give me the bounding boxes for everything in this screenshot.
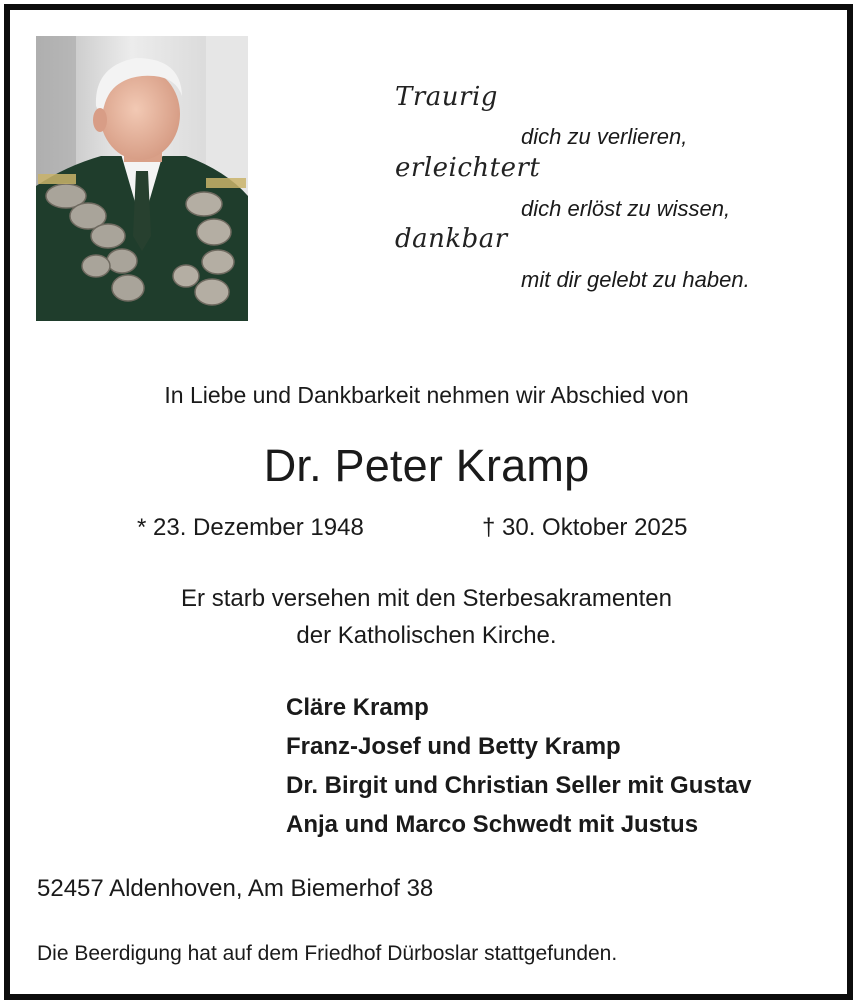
poem-line-1: dich zu verlieren, xyxy=(521,124,688,149)
death-date: † 30. Oktober 2025 xyxy=(482,514,688,541)
sacraments-line-2: der Katholischen Kirche. xyxy=(296,622,557,649)
mourners-list xyxy=(286,688,751,844)
sacraments-line-1: Er starb versehen mit den Sterbesakramenten xyxy=(181,585,672,612)
mourner-name: Anja und Marco Schwedt mit Justus xyxy=(286,811,699,838)
poem xyxy=(0,0,853,330)
poem-word-dankbar: dankbar xyxy=(395,224,508,254)
mourner-name: Dr. Birgit und Christian Seller mit Gustav xyxy=(286,772,752,799)
farewell-intro: In Liebe und Dankbarkeit nehmen wir Abschied von xyxy=(164,382,689,408)
mourner-name: Franz-Josef und Betty Kramp xyxy=(286,733,621,760)
poem-line-2: dich erlöst zu wissen, xyxy=(521,196,731,221)
mourner-name: Cläre Kramp xyxy=(286,694,429,721)
deceased-name: Dr. Peter Kramp xyxy=(263,440,590,491)
birth-date: * 23. Dezember 1948 xyxy=(137,514,364,541)
funeral-note: Die Beerdigung hat auf dem Friedhof Dürboslar stattgefunden. xyxy=(37,942,618,965)
poem-word-traurig: Traurig xyxy=(395,82,498,112)
poem-word-erleichtert: erleichtert xyxy=(395,153,541,183)
poem-line-3: mit dir gelebt zu haben. xyxy=(521,267,750,292)
address: 52457 Aldenhoven, Am Biemerhof 38 xyxy=(37,875,434,902)
